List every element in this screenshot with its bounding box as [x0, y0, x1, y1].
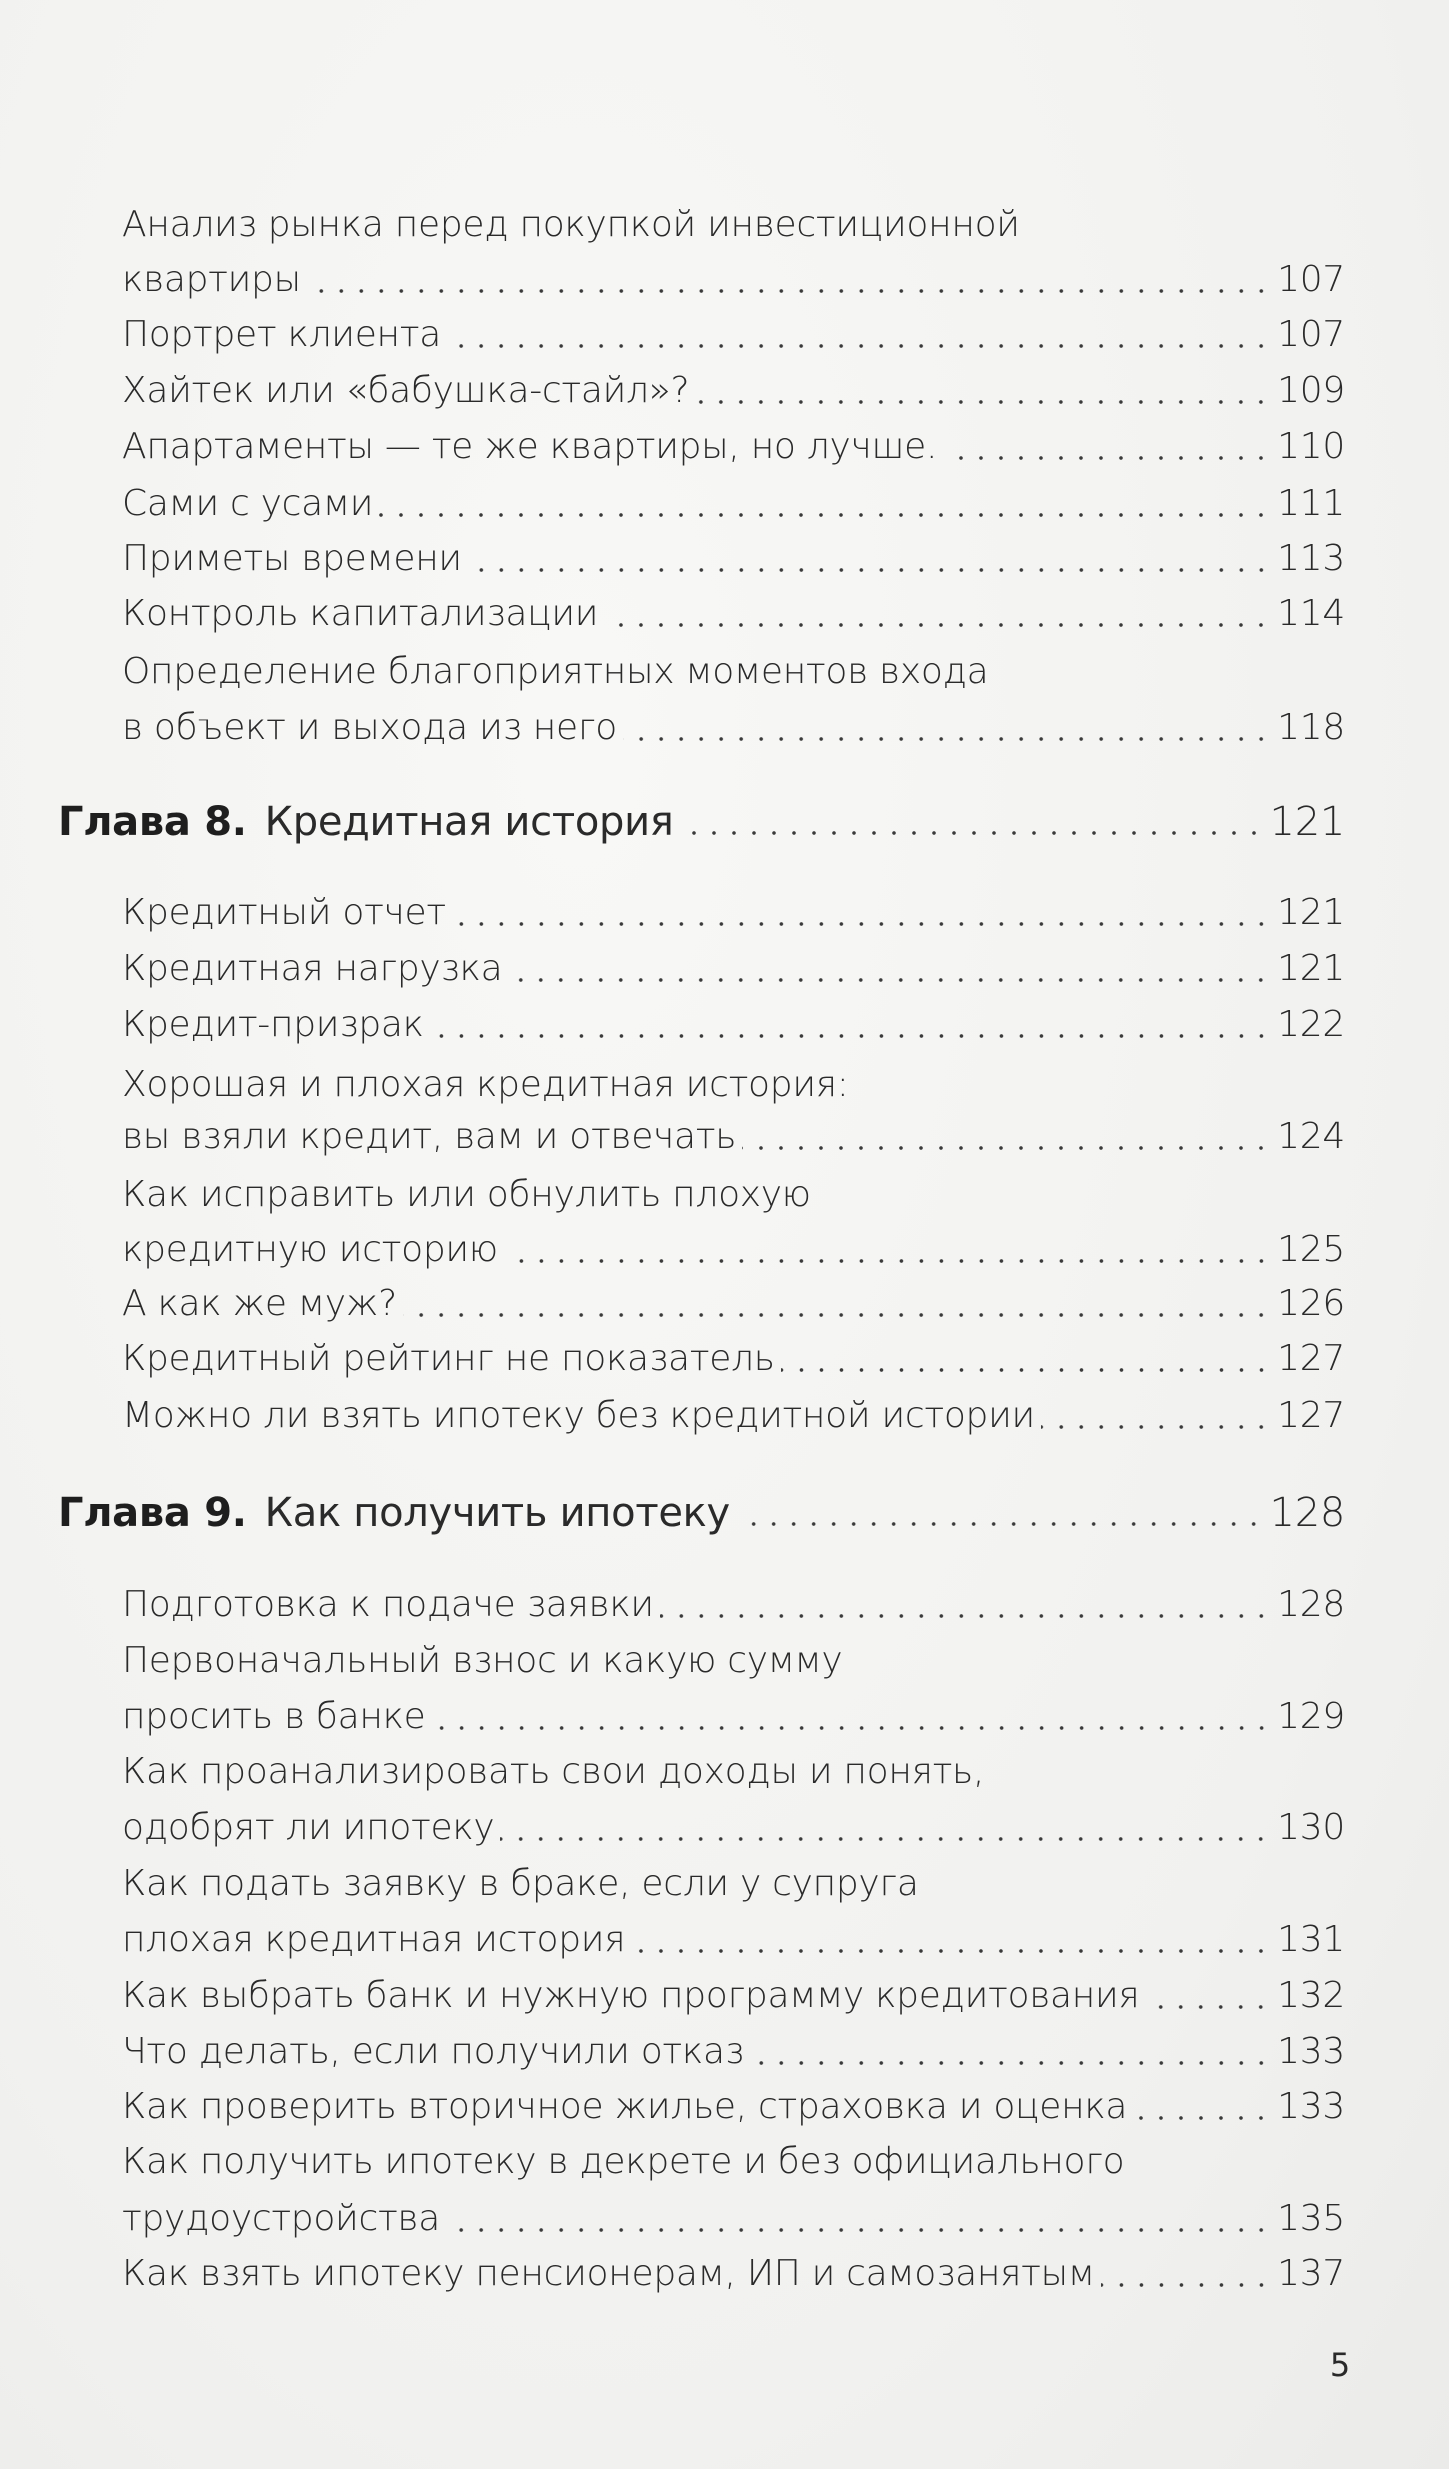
toc-page-number: 109: [1277, 370, 1345, 411]
toc-page-number: 127: [1277, 1395, 1345, 1436]
toc-page-number: 107: [1277, 259, 1345, 300]
toc-entry-text: просить в банке: [122, 1696, 426, 1737]
toc-entry-text: Первоначальный взнос и какую сумму: [122, 1640, 843, 1681]
toc-entry[interactable]: [122, 1800, 1345, 1856]
toc-entry-line: [122, 1167, 1345, 1223]
toc-page-number: 113: [1277, 538, 1345, 579]
leader-dots: [781, 1331, 1271, 1387]
toc-entry-text: Как получить ипотеку в декрете и без официального: [122, 2141, 1125, 2182]
toc-entry[interactable]: [122, 2024, 1345, 2080]
toc-entry-text: трудоустройства: [122, 2198, 440, 2239]
leader-dots: [452, 885, 1271, 941]
toc-entry[interactable]: [122, 1222, 1345, 1278]
toc-page-number: 125: [1277, 1229, 1345, 1270]
toc-entry-text: Как исправить или обнулить плохую: [122, 1174, 811, 1215]
toc-entry-text: в объект и выхода из него: [122, 707, 617, 748]
toc-entry[interactable]: [122, 1388, 1345, 1444]
chapter-heading-8[interactable]: [58, 794, 1345, 850]
leader-dots: [500, 1800, 1271, 1856]
toc-entry[interactable]: [122, 941, 1345, 997]
leader-dots: [307, 252, 1271, 308]
toc-page-number: 129: [1277, 1696, 1345, 1737]
toc-entry-text: одобрят ли ипотеку: [122, 1807, 495, 1848]
leader-dots: [430, 997, 1271, 1053]
toc-entry[interactable]: [122, 2246, 1345, 2302]
chapter-label: Глава 8.: [58, 799, 247, 845]
toc-entry-text: Кредитный отчет: [122, 892, 446, 933]
toc-entry-text: Приметы времени: [122, 538, 462, 579]
toc-entry[interactable]: [122, 1689, 1345, 1745]
toc-page-number: 127: [1277, 1338, 1345, 1379]
toc-page-number: 128: [1277, 1584, 1345, 1625]
toc-entry-text: Что делать, если получили отказ: [122, 2031, 744, 2072]
toc-entry-text: Можно ли взять ипотеку без кредитной истории: [122, 1395, 1035, 1436]
leader-dots: [750, 2024, 1271, 2080]
toc-entry[interactable]: [122, 997, 1345, 1053]
toc-entry[interactable]: [122, 476, 1345, 532]
toc-page-number: 118: [1277, 707, 1345, 748]
leader-dots: [736, 1485, 1264, 1541]
toc-page-number: 133: [1277, 2031, 1345, 2072]
page-number: 5: [1329, 2346, 1351, 2384]
leader-dots: [623, 700, 1271, 756]
leader-dots: [379, 476, 1271, 532]
toc-page-number: 122: [1277, 1004, 1345, 1045]
leader-dots: [1041, 1388, 1271, 1444]
toc-entry-line: [122, 1744, 1345, 1800]
toc-entry-text: Кредит-призрак: [122, 1004, 424, 1045]
toc-entry[interactable]: [122, 700, 1345, 756]
toc-entry[interactable]: [122, 586, 1345, 642]
toc-entry[interactable]: [122, 2191, 1345, 2247]
leader-dots: [1133, 2079, 1271, 2135]
toc-entry[interactable]: [122, 2079, 1345, 2135]
toc-entry-text: Подготовка к подаче заявки: [122, 1584, 654, 1625]
leader-dots: [447, 307, 1271, 363]
toc-page-number: 124: [1277, 1116, 1345, 1157]
toc-entry-text: Кредитный рейтинг не показатель: [122, 1338, 775, 1379]
toc-entry-line: [122, 644, 1345, 700]
leader-dots: [508, 941, 1271, 997]
toc-entry-text: Анализ рынка перед покупкой инвестиционной: [122, 204, 1020, 245]
toc-entry[interactable]: [122, 531, 1345, 587]
toc-page-number: 111: [1277, 483, 1345, 524]
chapter-title: Как получить ипотеку: [264, 1490, 730, 1536]
toc-page-number: 132: [1277, 1975, 1345, 2016]
toc-page-number: 137: [1277, 2253, 1345, 2294]
leader-dots: [1145, 1968, 1271, 2024]
toc-entry[interactable]: [122, 1109, 1345, 1165]
leader-dots: [943, 419, 1271, 475]
toc-entry-text: Как взять ипотеку пенсионерам, ИП и самозанятым: [122, 2253, 1095, 2294]
chapter-label: Глава 9.: [58, 1490, 247, 1536]
toc-entry-text: вы взяли кредит, вам и отвечать: [122, 1116, 737, 1157]
toc-entry-text: кредитную историю: [122, 1229, 498, 1270]
leader-dots: [695, 363, 1271, 419]
toc-entry-text: плохая кредитная история: [122, 1919, 626, 1960]
chapter-heading-9[interactable]: [58, 1485, 1345, 1541]
toc-entry[interactable]: [122, 1968, 1345, 2024]
toc-entry-line: [122, 1057, 1345, 1113]
toc-page-number: 130: [1277, 1807, 1345, 1848]
toc-entry-text: Контроль капитализации: [122, 593, 599, 634]
leader-dots: [468, 531, 1271, 587]
toc-page-number: 121: [1277, 892, 1345, 933]
toc-page-number: 126: [1277, 1283, 1345, 1324]
toc-entry-line: [122, 1633, 1345, 1689]
leader-dots: [446, 2191, 1271, 2247]
toc-page-number: 121: [1277, 948, 1345, 989]
leader-dots: [604, 586, 1271, 642]
toc-entry-line: [122, 2134, 1345, 2190]
toc-entry-text: Как выбрать банк и нужную программу кредитования: [122, 1975, 1140, 2016]
toc-entry[interactable]: [122, 1577, 1345, 1633]
toc-page-number: 121: [1269, 799, 1345, 845]
toc-entry[interactable]: [122, 363, 1345, 419]
toc-entry[interactable]: [122, 1912, 1345, 1968]
toc-page-number: 114: [1277, 593, 1345, 634]
toc-page-number: 135: [1277, 2198, 1345, 2239]
toc-entry-text: Апартаменты — те же квартиры, но лучше.: [122, 426, 938, 467]
chapter-title: Кредитная история: [264, 799, 674, 845]
leader-dots: [504, 1222, 1271, 1278]
leader-dots: [432, 1689, 1272, 1745]
toc-page-number: 110: [1277, 426, 1345, 467]
toc-entry[interactable]: [122, 1331, 1345, 1387]
toc-entry[interactable]: [122, 885, 1345, 941]
toc-entry-line: [122, 197, 1345, 253]
toc-entry[interactable]: [122, 419, 1345, 475]
leader-dots: [660, 1577, 1271, 1633]
toc-entry[interactable]: [122, 1276, 1345, 1332]
toc-entry[interactable]: [122, 252, 1345, 308]
toc-entry[interactable]: [122, 307, 1345, 363]
toc-entry-text: Хорошая и плохая кредитная история:: [122, 1064, 849, 1105]
leader-dots: [631, 1912, 1271, 1968]
toc-entry-text: Как проверить вторичное жилье, страховка и оценка: [122, 2086, 1128, 2127]
toc-entry-text: А как же муж?: [122, 1283, 397, 1324]
toc-page-number: 128: [1269, 1490, 1345, 1536]
toc-entry-text: Как подать заявку в браке, если у супруга: [122, 1863, 919, 1904]
toc-entry-text: Хайтек или «бабушка-стайл»?: [122, 370, 690, 411]
toc-entry-text: Кредитная нагрузка: [122, 948, 503, 989]
toc-entry-text: квартиры: [122, 259, 301, 300]
toc-page-number: 131: [1277, 1919, 1345, 1960]
leader-dots: [403, 1276, 1271, 1332]
toc-entry-text: Портрет клиента: [122, 314, 442, 355]
leader-dots: [680, 794, 1264, 850]
leader-dots: [1101, 2246, 1271, 2302]
toc-entry-text: Определение благоприятных моментов входа: [122, 651, 989, 692]
toc-page-number: 107: [1277, 314, 1345, 355]
toc-entry-text: Как проанализировать свои доходы и понять,: [122, 1751, 985, 1792]
toc-entry-line: [122, 1856, 1345, 1912]
toc-entry-text: Сами с усами: [122, 483, 374, 524]
toc-page-number: 133: [1277, 2086, 1345, 2127]
leader-dots: [742, 1109, 1271, 1165]
